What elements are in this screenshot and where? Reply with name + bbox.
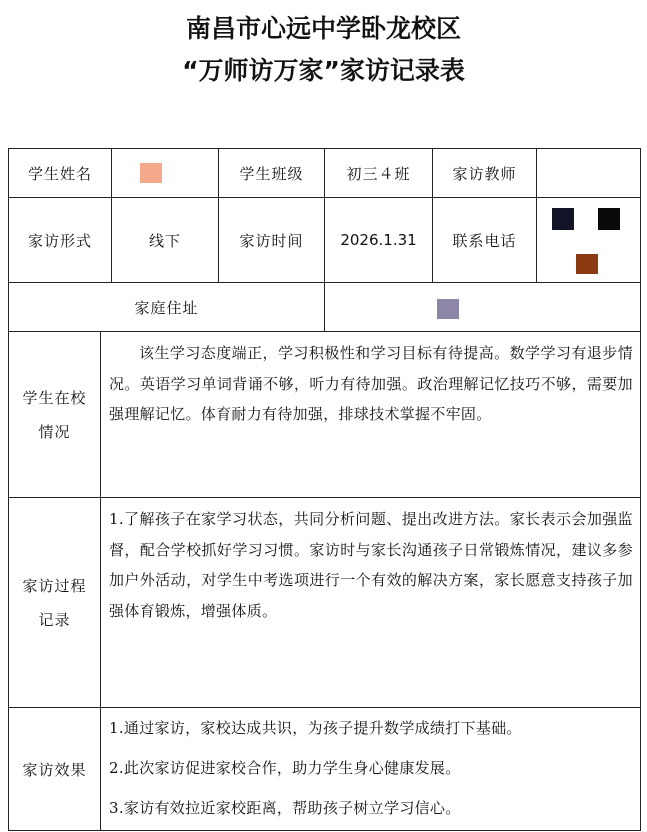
phone-value xyxy=(537,198,640,282)
school-situation-label xyxy=(9,332,100,497)
phone-redaction-left xyxy=(552,208,574,230)
visit-time-label: 家访时间 xyxy=(239,231,304,250)
visit-form-label: 家访形式 xyxy=(27,231,92,250)
phone-redaction-right xyxy=(598,208,620,230)
teacher-value xyxy=(537,149,640,197)
address-value xyxy=(325,283,640,331)
student-name-label: 学生姓名 xyxy=(27,164,92,183)
visit-form-value: 线下 xyxy=(148,231,181,250)
class-value: 初三４班 xyxy=(346,164,411,183)
process-text: 1.了解孩子在家学习状态，共同分析问题、提出改进方法。家长表示会加强监督，配合学校抓好学习习惯。家访时与家长沟通孩子日常锻炼情况，建议多参加户外活动，对学生中考选项进行一个有效的解决方案，家长愿意支持孩子加强体育锻炼，增强体质。 xyxy=(109,510,633,620)
school-situation-text: 该生学习态度端正，学习积极性和学习目标有待提高。数学学习有退步情况。英语学习单词背诵不够，听力有待加强。政治理解记忆技巧不够，需要加强理解记忆。体育耐力有待加强，排球技术掌握不牢固。 xyxy=(109,344,633,423)
phone-label: 联系电话 xyxy=(452,231,517,250)
effect-label: 家访效果 xyxy=(22,760,87,779)
visit-time-value: 2026.1.31 xyxy=(340,231,417,249)
student-name-value xyxy=(112,149,218,197)
effect-item: 1.通过家访，家校达成共识，为孩子提升数学成绩打下基础。 xyxy=(109,719,522,737)
process-label-line1: 家访过程 xyxy=(22,576,87,595)
name-redaction xyxy=(140,163,162,183)
class-label: 学生班级 xyxy=(239,164,304,183)
teacher-label: 家访教师 xyxy=(452,164,517,183)
school-name: 南昌市心远中学卧龙校区 xyxy=(185,14,461,43)
address-label: 家庭住址 xyxy=(134,298,199,317)
process-label xyxy=(9,498,100,707)
school-situation-label-line1: 学生在校 xyxy=(22,388,87,407)
form-title: “万师访万家”家访记录表 xyxy=(182,56,465,85)
phone-redaction-bottom xyxy=(576,254,598,274)
address-redaction xyxy=(437,299,459,319)
effect-list xyxy=(109,708,633,828)
effect-item: 3.家访有效拉近家校距离，帮助孩子树立学习信心。 xyxy=(109,799,461,817)
process-label-line2: 记录 xyxy=(38,610,71,629)
school-situation-label-line2: 情况 xyxy=(38,422,71,441)
effect-item: 2.此次家访促进家校合作，助力学生身心健康发展。 xyxy=(109,759,461,777)
